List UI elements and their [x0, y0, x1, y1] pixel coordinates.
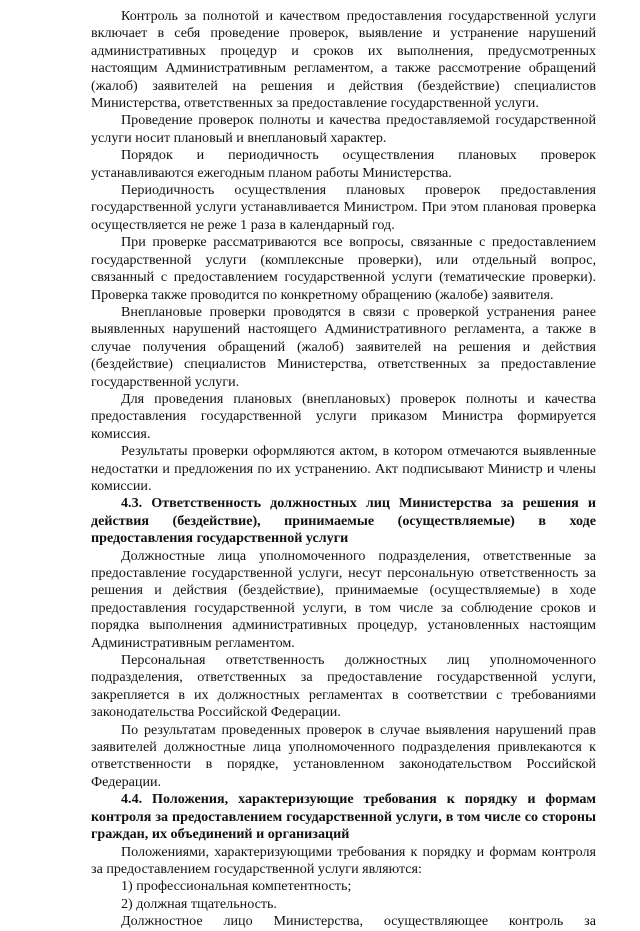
section-heading: 4.3. Ответственность должностных лиц Министерства за решения и действия (бездействие), принимаемые (осуществляемые) в ходе предоставления государственной услуги — [91, 495, 596, 547]
paragraph: Порядок и периодичность осуществления плановых проверок устанавливаются ежегодным планом работы Министерства. — [91, 147, 596, 181]
paragraph: Должностное лицо Министерства, осуществляющее контроль за — [121, 913, 596, 930]
paragraph: Должностные лица уполномоченного подразделения, ответственные за предоставление государственной услуги, несут персональную ответственность за решения и действия (бездействие), принимаемые (осуществляемые) в ходе предоставления государственной услуги, в том числе за соблюдение сроков и порядка выполнения административных процедур, установленных настоящим Административным регламентом. — [91, 547, 596, 651]
paragraph: Периодичность осуществления плановых проверок предоставления государственной услуги устанавливается Министром. При этом плановая проверка осуществляется не реже 1 раза в календарный год. — [91, 182, 596, 233]
section-heading: 4.4. Положения, характеризующие требования к порядку и формам контроля за предоставлением государственной услуги, в том числе со стороны граждан, их объединений и организаций — [91, 791, 596, 843]
list-item: 2) должная тщательность. — [121, 895, 277, 912]
paragraph: Персональная ответственность должностных лиц уполномоченного подразделения, ответственных за предоставление государственной услуги, закрепляется в их должностных регламентах в соответствии с требованиями законодательства Российской Федерации. — [91, 652, 596, 721]
paragraph: По результатам проведенных проверок в случае выявления нарушений прав заявителей должностные лица уполномоченного подразделения привлекаются к ответственности в порядке, установленном законодательством Российской Федерации. — [91, 721, 596, 790]
paragraph: Проведение проверок полноты и качества предоставляемой государственной услуги носит плановый и внеплановый характер. — [91, 112, 596, 146]
paragraph: Контроль за полнотой и качеством предоставления государственной услуги включает в себя проведение проверок, выявление и устранение нарушений административных процедур и сроков их выполнения, предусмотренных настоящим Административным регламентом, а также рассмотрение обращений (жалоб) заявителей на решения и действия (бездействие) специалистов Министерства, ответственных за предоставление государственной услуги. — [91, 8, 596, 112]
list-item: 1) профессиональная компетентность; — [121, 878, 352, 895]
document-page — [91, 8, 596, 931]
paragraph: При проверке рассматриваются все вопросы, связанные с предоставлением государственной услуги (комплексные проверки), или отдельный вопрос, связанный с предоставлением государственной услуги (тематические проверки). Проверка также проводится по конкретному обращению (жалобе) заявителя. — [91, 234, 596, 303]
paragraph: Для проведения плановых (внеплановых) проверок полноты и качества предоставления государственной услуги приказом Министра формируется комиссия. — [91, 390, 596, 442]
paragraph: Положениями, характеризующими требования к порядку и формам контроля за предоставлением государственной услуги являются: — [91, 843, 596, 877]
paragraph: Результаты проверки оформляются актом, в котором отмечаются выявленные недостатки и предложения по их устранению. Акт подписывают Министр и члены комиссии. — [91, 443, 596, 494]
paragraph: Внеплановые проверки проводятся в связи с проверкой устранения ранее выявленных нарушений настоящего Административного регламента, а также в случае получения обращений (жалоб) заявителей на решения и действия (бездействие) специалистов Министерства, ответственных за предоставление государственной услуги. — [91, 303, 596, 390]
